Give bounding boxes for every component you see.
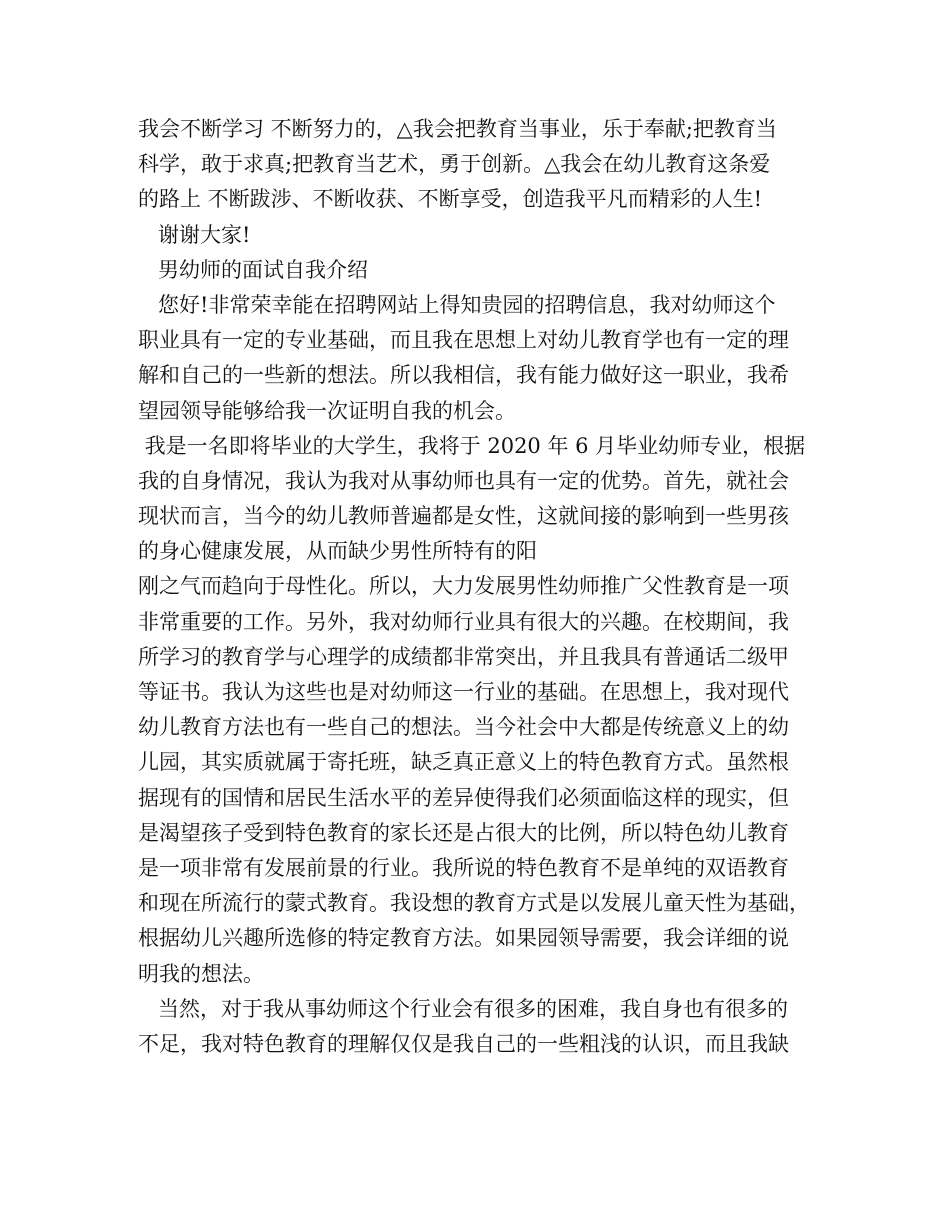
text-line: 据现有的国情和居民生活水平的差异使得我们必须面临这样的现实，但 [138,785,789,810]
text-line: 根据幼儿兴趣所选修的特定教育方法。如果园领导需要，我会详细的说 [138,926,789,951]
text-line: 不足，我对特色教育的理解仅仅是我自己的一些粗浅的认识，而且我缺 [138,1031,789,1056]
text-line: 等证书。我认为这些也是对幼师这一行业的基础。在思想上，我对现代 [138,680,789,704]
text-line: 和现在所流行的蒙式教育。我设想的教育方式是以发展儿童天性为基础， [138,891,810,916]
text-line: 刚之气而趋向于母性化。所以，大力发展男性幼师推广父性教育是一项 [138,574,789,599]
text-line: 当然，对于我从事幼师这个行业会有很多的困难，我自身也有很多的 [138,996,789,1021]
text-line: 儿园，其实质就属于寄托班，缺乏真正意义上的特色教育方式。虽然根 [138,750,789,775]
text-line: 我是一名即将毕业的大学生，我将于 2020 年 6 月毕业幼师专业，根据 [138,433,806,458]
text-line: 明我的想法。 [138,961,264,986]
text-line: 科学，敢于求真;把教育当艺术，勇于创新。△我会在幼儿教育这条爱 [138,152,771,177]
text-line: 职业具有一定的专业基础，而且我在思想上对幼儿教育学也有一定的理 [138,328,789,353]
text-line: 望园领导能够给我一次证明自我的机会。 [138,398,516,423]
text-line: 谢谢大家! [138,222,251,247]
text-line: 的身心健康发展，从而缺少男性所特有的阳 [138,539,537,564]
text-line: 您好!非常荣幸能在招聘网站上得知贵园的招聘信息，我对幼师这个 [138,292,776,317]
text-line: 非常重要的工作。另外，我对幼师行业具有很大的兴趣。在校期间，我 [138,609,789,634]
text-line: 的路上 不断跋涉、不断收获、不断享受，创造我平凡而精彩的人生! [138,187,763,212]
section-heading: 男幼师的面试自我介绍 [138,257,369,282]
text-line: 幼儿教育方法也有一些自己的想法。当今社会中大都是传统意义上的幼 [138,715,789,740]
text-line: 我会不断学习 不断努力的，△我会把教育当事业，乐于奉献;把教育当 [138,117,777,141]
text-line: 我的自身情况，我认为我对从事幼师也具有一定的优势。首先，就社会 [138,468,789,493]
text-line: 现状而言，当今的幼儿教师普遍都是女性，这就间接的影响到一些男孩 [138,504,789,529]
text-line: 是渴望孩子受到特色教育的家长还是占很大的比例，所以特色幼儿教育 [138,820,789,845]
text-line: 所学习的教育学与心理学的成绩都非常突出，并且我具有普通话二级甲 [138,644,789,669]
text-line: 解和自己的一些新的想法。所以我相信，我有能力做好这一职业，我希 [138,363,789,388]
body-text [138,112,828,1062]
text-line: 是一项非常有发展前景的行业。我所说的特色教育不是单纯的双语教育 [138,855,789,880]
